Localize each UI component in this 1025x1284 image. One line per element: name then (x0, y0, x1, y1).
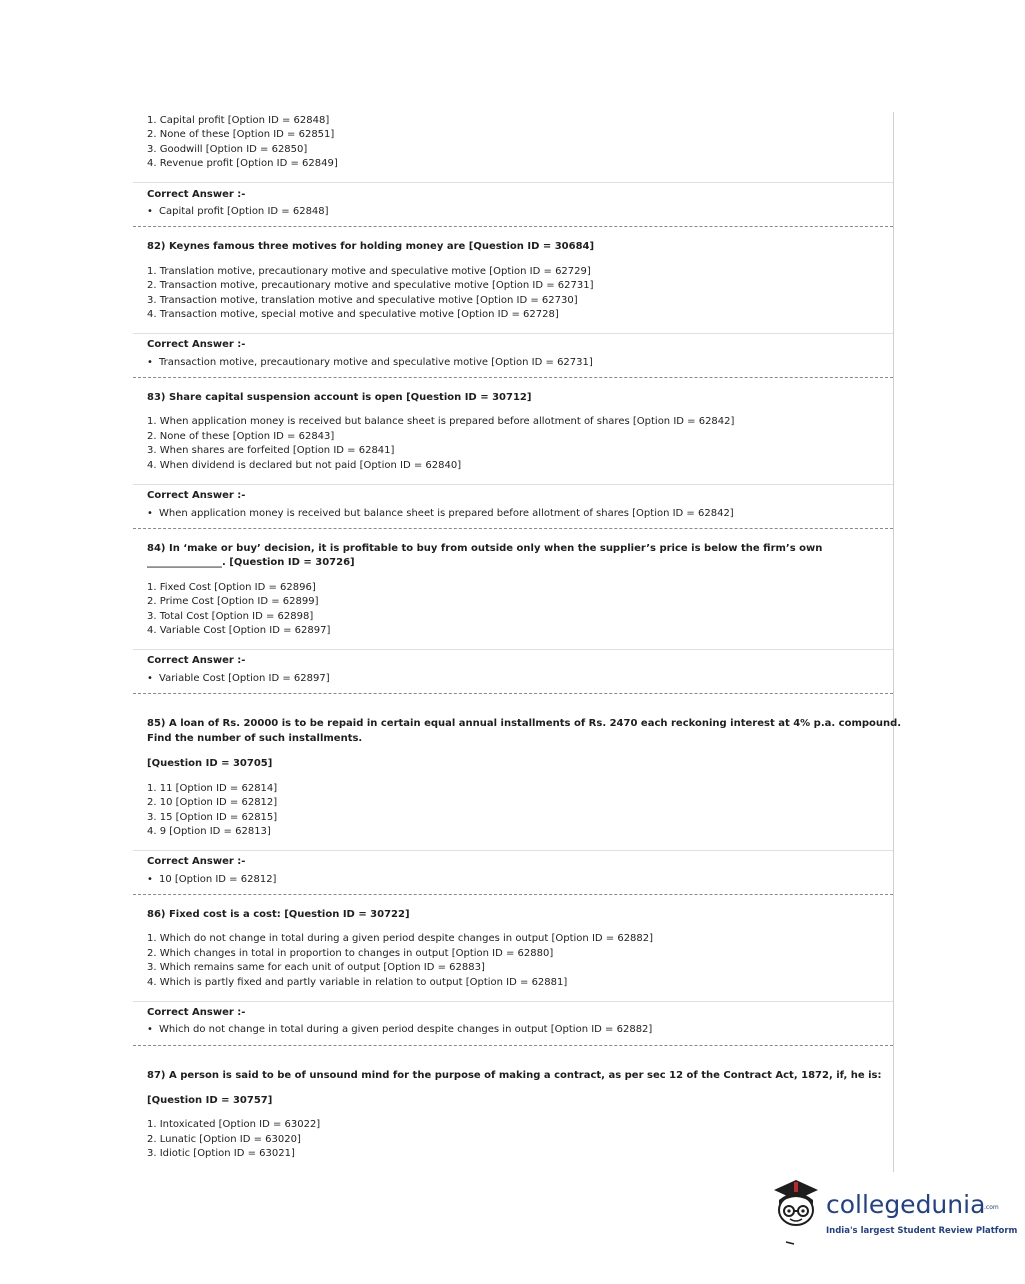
q82-correct-label: Correct Answer :- (147, 339, 246, 350)
q86-correct-label: Correct Answer :- (147, 1007, 246, 1018)
q85-option-1: 1. 11 [Option ID = 62814] (147, 783, 278, 794)
q86-question: 86) Fixed cost is a cost: [Question ID = 30722] (147, 909, 410, 920)
q86-correct-text: Which do not change in total during a given period despite changes in output [Option ID = 62882] (159, 1024, 653, 1035)
divider (133, 850, 893, 851)
q82-question: 82) Keynes famous three motives for holding money are [Question ID = 30684] (147, 241, 595, 252)
q86-option-2: 2. Which changes in total in proportion to changes in output [Option ID = 62880] (147, 948, 554, 959)
q85-correct-label: Correct Answer :- (147, 856, 246, 867)
q84-option-4: 4. Variable Cost [Option ID = 62897] (147, 625, 331, 636)
q81-option-4: 4. Revenue profit [Option ID = 62849] (147, 158, 338, 169)
q86-correct-answer (147, 1023, 652, 1037)
divider (133, 182, 893, 183)
q82-option-1: 1. Translation motive, precautionary motive and speculative motive [Option ID = 62729] (147, 266, 591, 277)
logo-tld: .com (984, 1204, 999, 1211)
q86-option-1: 1. Which do not change in total during a given period despite changes in output [Option ID = 62882] (147, 933, 654, 944)
question-separator (133, 693, 893, 694)
q85-option-4: 4. 9 [Option ID = 62813] (147, 826, 271, 837)
divider (133, 484, 893, 485)
q83-option-2: 2. None of these [Option ID = 62843] (147, 431, 335, 442)
q81-correct-answer (147, 205, 329, 219)
bullet-icon: • (147, 206, 153, 217)
q84-correct-answer (147, 672, 330, 686)
divider (133, 1001, 893, 1002)
q83-question: 83) Share capital suspension account is open [Question ID = 30712] (147, 392, 532, 403)
q87-question: 87) A person is said to be of unsound mind for the purpose of making a contract, as per sec 12 of the Contract Act, 1872, if, he is: (147, 1070, 882, 1081)
collegedunia-logo-icon (766, 1176, 826, 1248)
q85-correct-answer (147, 873, 276, 887)
q82-correct-text: Transaction motive, precautionary motive and speculative motive [Option ID = 62731] (159, 357, 593, 368)
bullet-icon: • (147, 673, 153, 684)
q87-option-3: 3. Idiotic [Option ID = 63021] (147, 1148, 295, 1159)
q84-correct-text: Variable Cost [Option ID = 62897] (159, 673, 330, 684)
bullet-icon: • (147, 874, 153, 885)
q85-question-line2: Find the number of such installments. (147, 733, 363, 744)
q85-option-2: 2. 10 [Option ID = 62812] (147, 797, 278, 808)
q81-option-3: 3. Goodwill [Option ID = 62850] (147, 144, 308, 155)
q82-correct-answer (147, 356, 593, 370)
q86-option-4: 4. Which is partly fixed and partly variable in relation to output [Option ID = 62881] (147, 977, 568, 988)
q87-question-id: [Question ID = 30757] (147, 1095, 273, 1106)
q84-correct-label: Correct Answer :- (147, 655, 246, 666)
q82-option-4: 4. Transaction motive, special motive and speculative motive [Option ID = 62728] (147, 309, 559, 320)
bullet-icon: • (147, 1024, 153, 1035)
question-separator (133, 894, 893, 895)
q83-correct-answer (147, 507, 734, 521)
divider (133, 649, 893, 650)
q85-option-3: 3. 15 [Option ID = 62815] (147, 812, 278, 823)
q84-question-line1: 84) In ‘make or buy’ decision, it is profitable to buy from outside only when the supplier’s price is below the firm’s own (147, 543, 823, 554)
q87-option-1: 1. Intoxicated [Option ID = 63022] (147, 1119, 321, 1130)
divider (133, 333, 893, 334)
question-separator (133, 528, 893, 529)
q83-correct-label: Correct Answer :- (147, 490, 246, 501)
logo-tagline: India's largest Student Review Platform (826, 1226, 1018, 1236)
q85-question-id: [Question ID = 30705] (147, 758, 273, 769)
question-sheet (133, 112, 902, 1172)
q83-option-3: 3. When shares are forfeited [Option ID = 62841] (147, 445, 395, 456)
q84-option-2: 2. Prime Cost [Option ID = 62899] (147, 596, 319, 607)
question-separator (133, 226, 893, 227)
logo-wordmark: collegedunia (826, 1190, 986, 1219)
q81-correct-text: Capital profit [Option ID = 62848] (159, 206, 329, 217)
bullet-icon: • (147, 357, 153, 368)
q86-option-3: 3. Which remains same for each unit of output [Option ID = 62883] (147, 962, 485, 973)
q82-option-3: 3. Transaction motive, translation motive and speculative motive [Option ID = 62730] (147, 295, 578, 306)
q84-question-line2: _______________. [Question ID = 30726] (147, 557, 355, 568)
q84-option-1: 1. Fixed Cost [Option ID = 62896] (147, 582, 316, 593)
q81-correct-label: Correct Answer :- (147, 189, 246, 200)
q85-question-line1: 85) A loan of Rs. 20000 is to be repaid in certain equal annual installments of Rs. 2470 each reckoning interest at 4% p.a. compound. (147, 718, 902, 729)
question-separator (133, 1045, 893, 1046)
bullet-icon: • (147, 508, 153, 519)
q81-option-1: 1. Capital profit [Option ID = 62848] (147, 115, 330, 126)
q83-option-1: 1. When application money is received but balance sheet is prepared before allotment of shares [Option ID = 62842] (147, 416, 735, 427)
q81-option-2: 2. None of these [Option ID = 62851] (147, 129, 335, 140)
question-separator (133, 377, 893, 378)
q83-correct-text: When application money is received but balance sheet is prepared before allotment of shares [Option ID = 62842] (159, 508, 734, 519)
q83-option-4: 4. When dividend is declared but not paid [Option ID = 62840] (147, 460, 462, 471)
q87-option-2: 2. Lunatic [Option ID = 63020] (147, 1134, 301, 1145)
q82-option-2: 2. Transaction motive, precautionary motive and speculative motive [Option ID = 62731] (147, 280, 594, 291)
q84-option-3: 3. Total Cost [Option ID = 62898] (147, 611, 314, 622)
q85-correct-text: 10 [Option ID = 62812] (159, 874, 277, 885)
